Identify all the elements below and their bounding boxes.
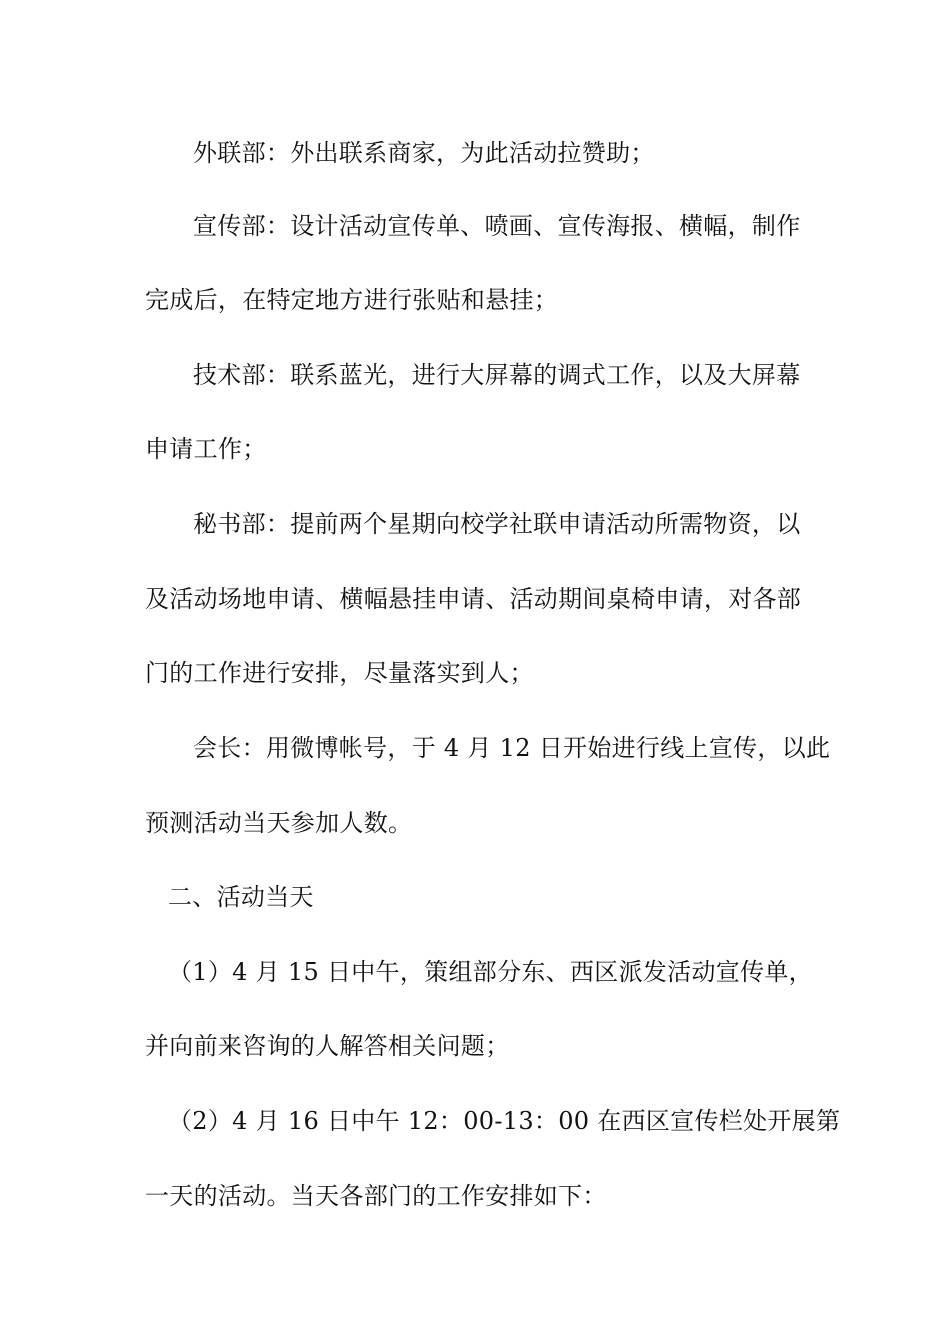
paragraph-secretary-dept-line-1: 秘书部：提前两个星期向校学社联申请活动所需物资，以 (193, 510, 801, 538)
paragraph-tech-dept-line-1: 技术部：联系蓝光，进行大屏幕的调式工作，以及大屏幕 (193, 361, 801, 389)
section-heading-event-day: 二、活动当天 (168, 883, 314, 911)
paragraph-item-1-line-2: 并向前来咨询的人解答相关问题； (145, 1032, 510, 1060)
paragraph-publicity-dept-line-1: 宣传部：设计活动宣传单、喷画、宣传海报、横幅，制作 (193, 212, 801, 240)
paragraph-item-2-line-2: 一天的活动。当天各部门的工作安排如下： (145, 1182, 607, 1210)
paragraph-president-line-2: 预测活动当天参加人数。 (145, 809, 413, 837)
paragraph-secretary-dept-line-2: 及活动场地申请、横幅悬挂申请、活动期间桌椅申请，对各部 (145, 585, 802, 613)
paragraph-tech-dept-line-2: 申请工作； (145, 435, 267, 463)
paragraph-liaison-dept: 外联部：外出联系商家，为此活动拉赞助； (193, 139, 655, 167)
paragraph-item-1-line-1: （1）4 月 15 日中午，策组部分东、西区派发活动宣传单， (168, 958, 813, 986)
paragraph-secretary-dept-line-3: 门的工作进行安排，尽量落实到人； (145, 659, 534, 687)
paragraph-president-line-1: 会长：用微博帐号，于 4 月 12 日开始进行线上宣传，以此 (193, 734, 831, 762)
paragraph-publicity-dept-line-2: 完成后，在特定地方进行张贴和悬挂； (145, 286, 559, 314)
paragraph-item-2-line-1: （2）4 月 16 日中午 12：00-13：00 在西区宣传栏处开展第 (168, 1107, 841, 1135)
